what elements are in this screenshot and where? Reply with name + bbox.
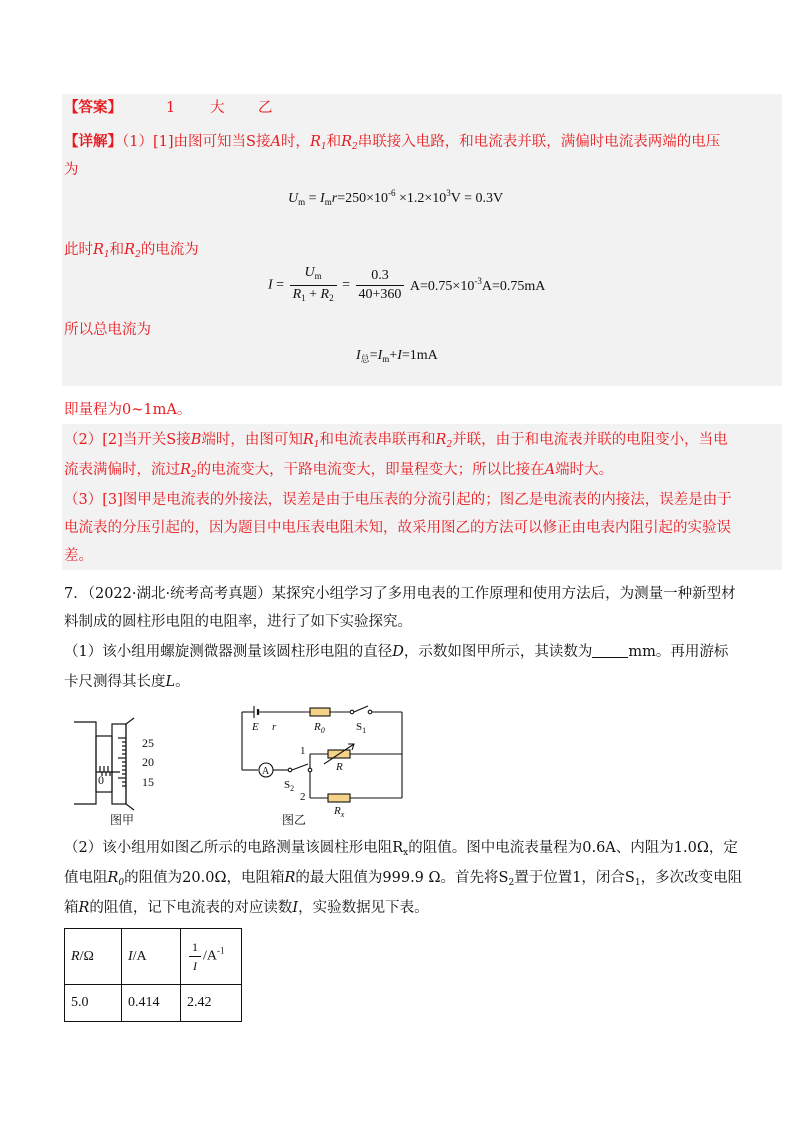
- detail-line-2: 为: [64, 162, 79, 178]
- part3-line-2: 电流表的分压引起的，因为题目中电压表电阻未知，故采用图乙的方法可以修正由电表内阻引起的实验误: [64, 520, 731, 536]
- table-cell: 2.42: [181, 985, 242, 1022]
- micrometer-zero: 0: [98, 773, 104, 787]
- part2-line-1: （2）[2]当开关S接B端时，由图可知$R_1$和电流表串联再和$R_2$并联，由于和电流表并联的电阻变小，当电: [64, 432, 728, 450]
- circuit-pos-2: 2: [300, 791, 306, 803]
- detail-line-1: 【详解】（1）[1]由图可知当S接A时，$R_1$和$R_2$串联接入电路，和电流表并联，满偏时电流表两端的电压: [64, 133, 721, 152]
- answer-value-3: 乙: [258, 100, 273, 116]
- part3-line-1: （3）[3]图甲是电流表的外接法，误差是由于电压表的分流引起的；图乙是电流表的内接法，误差是由于: [64, 492, 732, 508]
- table-header-inv-i: $\frac{1}{I}$ $/A^{-1}$: [181, 929, 242, 985]
- micrometer-tick-15: 15: [142, 775, 154, 789]
- table-row: [65, 985, 242, 1022]
- formula-total: $I_总=I_m+I=1mA$: [356, 348, 438, 364]
- answer-blank[interactable]: [592, 643, 628, 658]
- detail-block-2: [62, 424, 782, 570]
- q7-line-1: 7．（2022·湖北·统考高考真题）某探究小组学习了多用电表的工作原理和使用方法后，为测量一种新型材: [64, 586, 736, 602]
- table-cell: 0.414: [122, 985, 181, 1022]
- table-header-i: I/A: [122, 929, 181, 985]
- answer-value-2: 大: [210, 100, 225, 116]
- table-header-row: [65, 929, 242, 985]
- detail-block-1: [62, 122, 782, 386]
- circuit-R0: $R_0$: [314, 721, 325, 735]
- table-cell: 5.0: [65, 985, 122, 1022]
- detail-line-total: 所以总电流为: [64, 322, 151, 338]
- formula-voltage: $U_m = I_mr=250\times 10^{-6} \times 1.2\times 10^3V = 0.3V$: [288, 188, 504, 207]
- detail-line-current: 此时$R_1$和$R_2$的电流为: [64, 242, 199, 260]
- formula-current: I = $\frac{U_m}{R_1 + R_2}$ = $\frac{0.3}{40+360}$ $A=0.75\times 10^{-3}A=0.75mA$: [268, 264, 545, 307]
- circuit-Rx: $R_x$: [334, 805, 345, 819]
- q7-part2-line-2: 值电阻$R_0$的阻值为20.0Ω，电阻箱R的最大阻值为999.9 Ω。首先将$S_2$置于位置1，闭合$S_1$，多次改变电阻: [64, 870, 743, 888]
- part2-line-2: 流表满偏时，流过$R_2$的电流变大，干路电流变大，即量程变大；所以比接在A端时大。: [64, 462, 614, 480]
- answer-label: 【答案】: [64, 99, 122, 116]
- q7-part2-line-1: （2）该小组用如图乙所示的电路测量该圆柱形电阻$R_x$的阻值。图中电流表量程为0.6A、内阻为1.0Ω，定: [64, 840, 738, 858]
- micrometer-tick-25: 25: [142, 736, 154, 750]
- q7-part1-line-2: 卡尺测得其长度L。: [64, 674, 190, 690]
- q7-line-2: 料制成的圆柱形电阻的电阻率，进行了如下实验探究。: [64, 614, 412, 630]
- fraction-um: $\frac{U_m}{R_1 + R_2}$: [290, 264, 337, 307]
- data-table: [64, 928, 242, 1022]
- q7-part1-line-1: （1）该小组用螺旋测微器测量该圆柱形电阻的直径D，示数如图甲所示，其读数为 mm。再用游标: [64, 644, 729, 660]
- figure-jia-label: 图甲: [110, 813, 135, 827]
- q7-part2-line-3: 箱R的阻值，记下电流表的对应读数I，实验数据见下表。: [64, 900, 429, 916]
- table-header-r: R/Ω: [65, 929, 122, 985]
- circuit-E: E: [252, 721, 259, 733]
- circuit-S2: $S_2$: [284, 779, 295, 793]
- figure-yi-label: 图乙: [282, 813, 307, 827]
- circuit-pos-1: 1: [300, 745, 306, 757]
- circuit-S1: $S_1$: [356, 721, 367, 735]
- answer-value-1: 1: [166, 100, 176, 116]
- circuit-r: r: [272, 721, 277, 733]
- detail-line-range: 即量程为0~1mA。: [64, 402, 192, 418]
- detail-label: 【详解】: [64, 133, 122, 150]
- micrometer-tick-20: 20: [142, 755, 154, 769]
- fraction-numeric: $\frac{0.3}{40+360}$: [356, 267, 405, 304]
- ammeter-label: A: [262, 766, 270, 777]
- figure-jia-micrometer: [66, 710, 186, 828]
- circuit-R: R: [336, 761, 343, 773]
- part3-line-3: 差。: [64, 548, 93, 564]
- figure-yi-circuit: [232, 704, 410, 830]
- answer-block: [62, 94, 782, 122]
